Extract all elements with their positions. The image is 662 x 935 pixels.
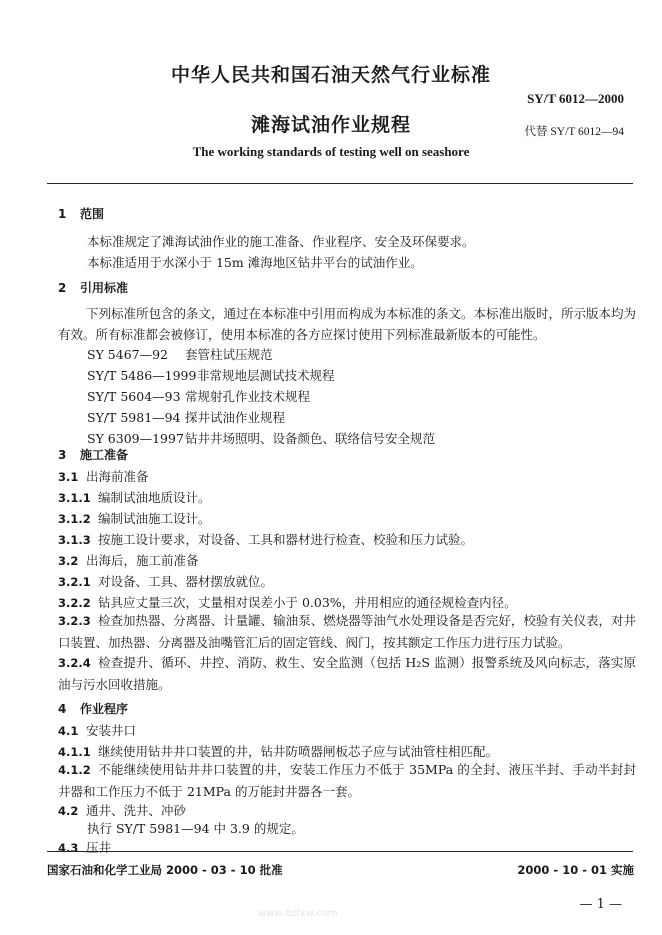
clause-item: 3.2.4 检查提升、循环、井控、消防、救生、安全监测（包括 H₂S 监测）报警系统及风向标志，落实原油与污水回收措施。	[58, 655, 636, 692]
section-1-para-2: 本标准适用于水深小于 15m 滩海地区钻井平台的试油作业。	[87, 255, 423, 270]
reference-item: SY/T 5486—1999非常规地层测试技术规程	[87, 368, 335, 383]
effective-date: 2000 - 10 - 01 实施	[517, 863, 634, 877]
reference-item: SY 5467—92 套管柱试压规范	[87, 347, 273, 362]
clause-item: 4.1.1 继续使用钻井井口装置的井，钻井防喷器闸板芯子应与试油管柱相匹配。	[58, 744, 499, 759]
clause-item: 3.1 出海前准备	[58, 469, 149, 484]
reference-item: SY/T 5604—93 常规射孔作业技术规程	[87, 389, 311, 404]
clause-item: 3.1.2 编制试油施工设计。	[58, 511, 211, 526]
english-title: The working standards of testing well on seashore	[192, 144, 470, 159]
clause-item: 4.1.2 不能继续使用钻井井口装置的井，安装工作压力不低于 35MPa 的全封、液压半封、手动半封封井器和工作压力不低于 21MPa 的万能封井器各一套。	[58, 762, 636, 799]
clause-item: 执行 SY/T 5981—94 中 3.9 的规定。	[87, 821, 304, 836]
reference-item: SY 6309—1997钻井井场照明、设备颜色、联络信号安全规范	[87, 431, 436, 446]
section-4-heading: 4 作业程序	[58, 702, 129, 716]
section-1-para-1: 本标准规定了滩海试油作业的施工准备、作业程序、安全及环保要求。	[87, 234, 475, 249]
clause-item: 3.2.1 对设备、工具、器材摆放就位。	[58, 574, 274, 589]
replaces-standard: 代替 SY/T 6012—94	[524, 126, 624, 138]
section-2-para-1: 下列标准所包含的条文，通过在本标准中引用而构成为本标准的条文。本标准出版时，所示版本均为有效。所有标准都会被修订，使用本标准的各方应探讨使用下列标准最新版本的可能性。	[58, 306, 637, 342]
standard-category-title: 中华人民共和国石油天然气行业标准	[170, 64, 491, 86]
watermark: www.bzfxw.com	[258, 908, 338, 919]
clause-item: 3.1.1 编制试油地质设计。	[58, 490, 211, 505]
approval-date: 国家石油和化学工业局 2000 - 03 - 10 批准	[47, 863, 283, 877]
clause-item: 4.1 安装井口	[58, 723, 137, 738]
section-3-heading: 3 施工准备	[58, 448, 129, 462]
section-1-heading: 1 范围	[58, 207, 105, 221]
reference-item: SY/T 5981—94 探井试油作业规程	[87, 410, 286, 425]
clause-item: 4.2 通井、洗井、冲砂	[58, 803, 187, 818]
clause-item: 3.2.3 检查加热器、分离器、计量罐、输油泵、燃烧器等油气水处理设备是否完好，校验有关仪表，对井口装置、加热器、分离器及油嘴管汇后的固定管线、阀门，按其额定工作压力进行压力试验。	[58, 613, 636, 650]
page-number: — 1 —	[579, 897, 622, 912]
clause-item: 4.3 压井	[58, 840, 112, 855]
header-divider	[47, 183, 633, 184]
clause-item: 3.2.2 钻具应丈量三次，丈量相对误差小于 0.03%，并用相应的通径规检查内径。	[58, 595, 517, 610]
clause-item: 3.2 出海后，施工前准备	[58, 553, 199, 568]
document-title: 滩海试油作业规程	[250, 114, 411, 136]
clause-item: 3.1.3 按施工设计要求，对设备、工具和器材进行检查、校验和压力试验。	[58, 532, 474, 547]
section-2-heading: 2 引用标准	[58, 281, 129, 295]
footer-divider	[47, 851, 633, 852]
standard-code: SY/T 6012—2000	[527, 91, 624, 106]
